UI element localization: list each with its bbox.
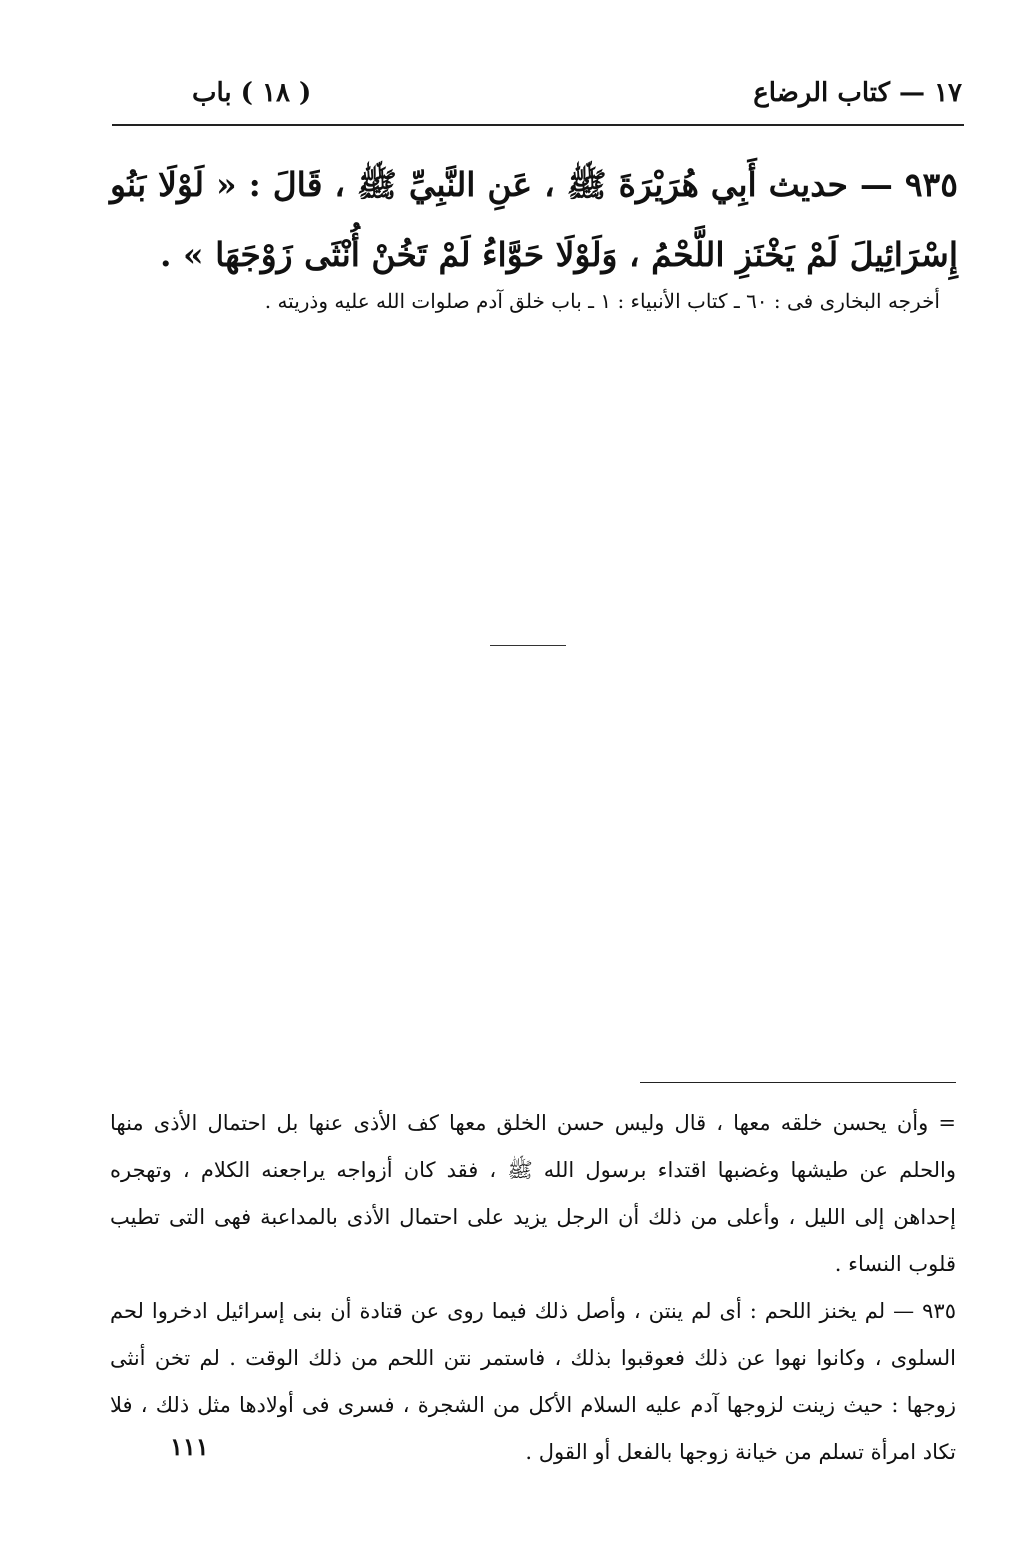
footnote-935: ٩٣٥ — لم يخنز اللحم : أى لم ينتن ، وأصل ذلك فيما روى عن قتادة أن بنى إسرائيل ادخروا لحم السلوى ، وكانوا نهوا عن ذلك فعوقبوا بذلك ، فاستمر نتن اللحم من ذلك الوقت . لم تخن أنثى زوجها : حيث زينت لزوجها آدم عليه السلام الأكل من الشجرة ، فسرى فى أولادها مثل ذلك ، فلا تكاد امرأة تسلم من خيانة زوجها بالفعل أو القول .: [110, 1299, 956, 1464]
running-header: [112, 78, 962, 122]
section-divider: [490, 645, 566, 646]
hadith-text: ٩٣٥ — حديث أَبِي هُرَيْرَةَ ﷺ ، عَنِ النَّبِيِّ ﷺ ، قَالَ : « لَوْلَا بَنُو إِسْرَائِيلَ لَمْ يَخْنَزِ اللَّحْمُ ، وَلَوْلَا حَوَّاءُ لَمْ تَخُنْ أُنْثَى زَوْجَهَا » .: [110, 165, 958, 274]
header-divider: [112, 124, 964, 126]
footnote-divider: [640, 1082, 956, 1083]
page-number: ١١١: [170, 1432, 209, 1461]
source-reference: أخرجه البخارى فى : ٦٠ ـ كتاب الأنبياء : ١ ـ باب خلق آدم صلوات الله عليه وذريته .: [264, 289, 940, 313]
chapter-title: ١٧ — كتاب الرضاع: [753, 78, 962, 108]
section-title: ( ١٨ ) باب: [192, 78, 312, 108]
footnotes: [110, 1100, 956, 1476]
footnote-continuation: = وأن يحسن خلقه معها ، قال وليس حسن الخلق معها كف الأذى عنها بل احتمال الأذى منها والحلم عن طيشها وغضبها اقتداء برسول الله ﷺ ، فقد كان أزواجه يراجعنه الكلام ، وتهجره إحداهن إلى الليل ، وأعلى من ذلك أن الرجل يزيد على احتمال الأذى بالمداعبة فهى التى تطيب قلوب النساء .: [110, 1111, 956, 1276]
